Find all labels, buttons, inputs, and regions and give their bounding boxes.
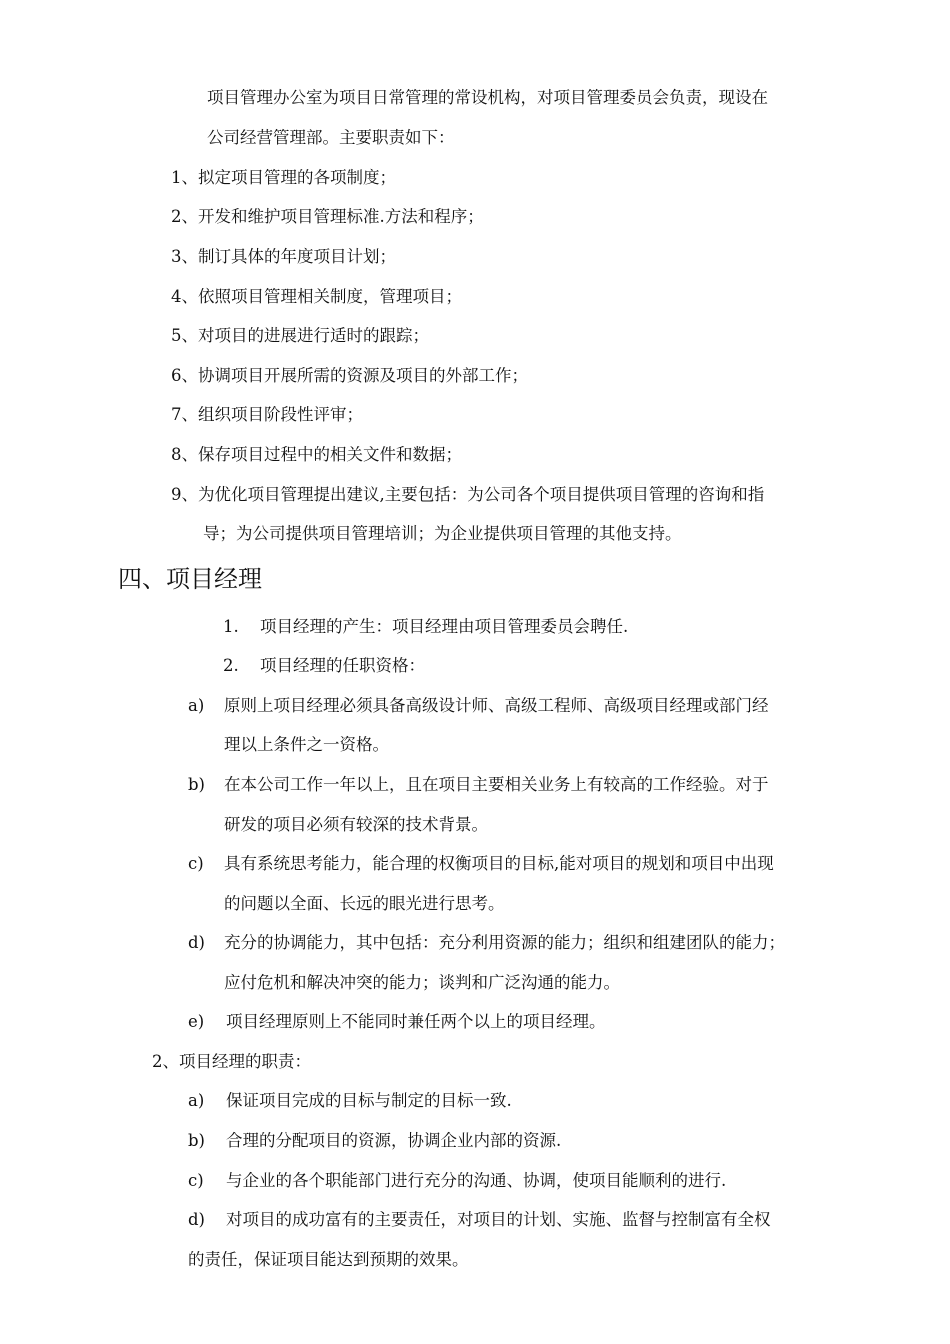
responsibility-d-text: 对项目的成功富有的主要责任，对项目的计划、实施、监督与控制富有全权 <box>226 1210 771 1229</box>
qualification-d-marker: d) <box>188 933 205 952</box>
responsibility-d-marker: d) <box>188 1210 205 1229</box>
duty-item-5: 5、对项目的进展进行适时的跟踪； <box>171 326 429 345</box>
responsibility-b-marker: b) <box>188 1131 205 1150</box>
duty-item-2: 2、开发和维护项目管理标准.方法和程序； <box>171 207 484 226</box>
responsibilities-title: 2、项目经理的职责： <box>152 1052 311 1071</box>
intro-line-2: 公司经营管理部。主要职责如下： <box>207 128 455 147</box>
duty-item-3: 3、制订具体的年度项目计划； <box>171 247 396 266</box>
responsibility-a-text: 保证项目完成的目标与制定的目标一致. <box>226 1091 512 1110</box>
responsibility-a-marker: a) <box>188 1091 205 1110</box>
qualification-a-continued: 理以上条件之一资格。 <box>224 735 389 754</box>
qualification-c-continued: 的问题以全面、长远的眼光进行思考。 <box>224 894 505 913</box>
qualification-d-continued: 应付危机和解决冲突的能力；谈判和广泛沟通的能力。 <box>224 973 620 992</box>
duty-item-1: 1、拟定项目管理的各项制度； <box>171 168 396 187</box>
duty-item-9: 9、为优化项目管理提出建议,主要包括：为公司各个项目提供项目管理的咨询和指 <box>171 485 765 504</box>
pm-item-1-text: 项目经理的产生：项目经理由项目管理委员会聘任. <box>260 617 629 636</box>
pm-item-2-number: 2. <box>223 656 239 675</box>
pm-item-1-number: 1. <box>223 617 239 636</box>
responsibility-c-text: 与企业的各个职能部门进行充分的沟通、协调，使项目能顺利的进行. <box>226 1171 727 1190</box>
duty-item-7: 7、组织项目阶段性评审； <box>171 405 363 424</box>
qualification-c-marker: c) <box>188 854 204 873</box>
qualification-b-text: 在本公司工作一年以上，且在项目主要相关业务上有较高的工作经验。对于 <box>224 775 769 794</box>
qualification-a-text: 原则上项目经理必须具备高级设计师、高级工程师、高级项目经理或部门经 <box>224 696 769 715</box>
qualification-e-marker: e) <box>188 1012 205 1031</box>
responsibility-c-marker: c) <box>188 1171 204 1190</box>
duty-item-9-continued: 导；为公司提供项目管理培训；为企业提供项目管理的其他支持。 <box>203 524 682 543</box>
responsibility-b-text: 合理的分配项目的资源，协调企业内部的资源. <box>226 1131 562 1150</box>
duty-item-8: 8、保存项目过程中的相关文件和数据； <box>171 445 462 464</box>
responsibility-d-continued: 的责任，保证项目能达到预期的效果。 <box>188 1250 469 1269</box>
section-heading: 四、项目经理 <box>118 565 262 593</box>
intro-line-1: 项目管理办公室为项目日常管理的常设机构，对项目管理委员会负责，现设在 <box>207 88 768 107</box>
duty-item-4: 4、依照项目管理相关制度，管理项目； <box>171 287 462 306</box>
qualification-b-marker: b) <box>188 775 205 794</box>
qualification-d-text: 充分的协调能力，其中包括：充分利用资源的能力；组织和组建团队的能力； <box>224 933 785 952</box>
qualification-e-text: 项目经理原则上不能同时兼任两个以上的项目经理。 <box>226 1012 606 1031</box>
qualification-a-marker: a) <box>188 696 205 715</box>
pm-item-2-text: 项目经理的任职资格： <box>260 656 425 675</box>
qualification-b-continued: 研发的项目必须有较深的技术背景。 <box>224 815 488 834</box>
qualification-c-text: 具有系统思考能力，能合理的权衡项目的目标,能对项目的规划和项目中出现 <box>224 854 774 873</box>
duty-item-6: 6、协调项目开展所需的资源及项目的外部工作； <box>171 366 528 385</box>
